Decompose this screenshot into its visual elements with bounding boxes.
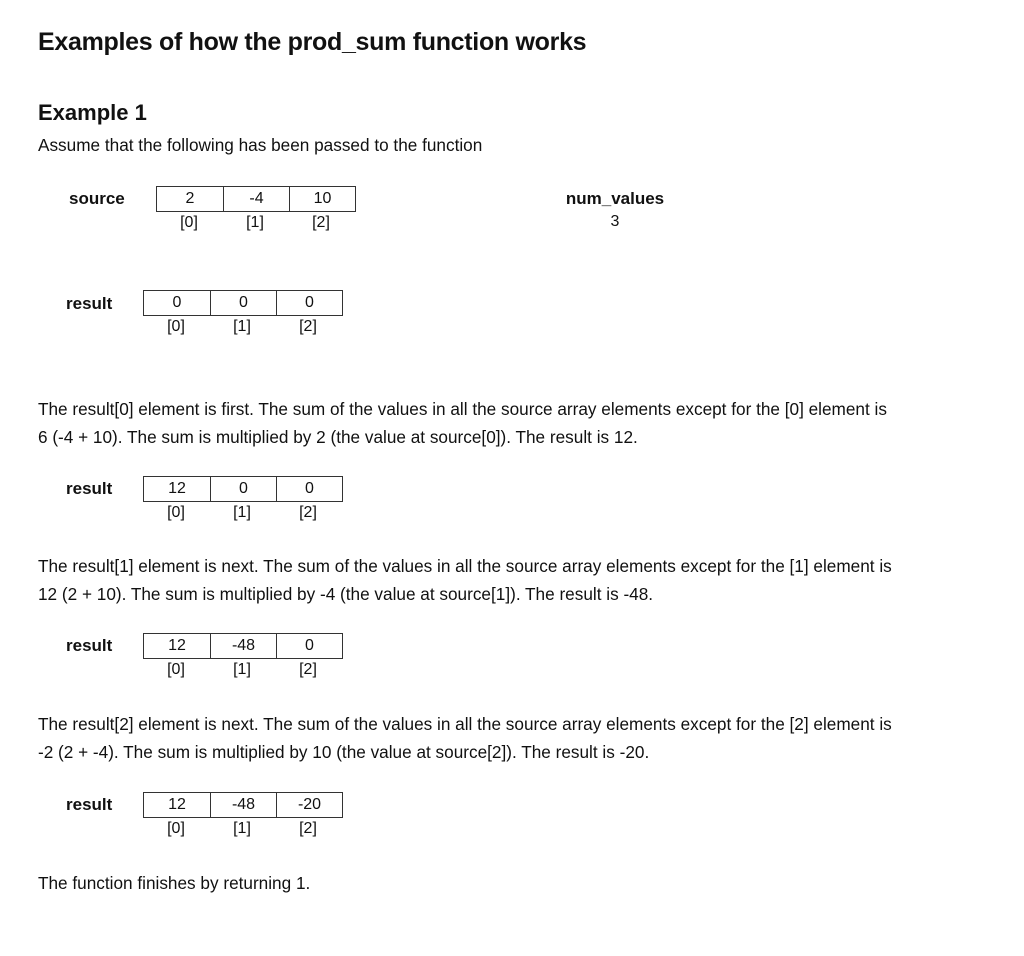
source-cells — [156, 186, 356, 212]
result-cell-0: 12 — [168, 796, 186, 813]
result-cell-2: 0 — [276, 634, 342, 658]
result-cells — [143, 476, 343, 502]
result-array-final — [143, 792, 343, 840]
result-index-0: [0] — [167, 504, 185, 521]
num-values-label: num_values — [565, 189, 665, 208]
result-index-2: [2] — [299, 661, 317, 678]
paragraph-line: 12 (2 + 10). The sum is multiplied by -4 (the value at source[1]). The result is -48. — [38, 584, 654, 604]
result-cells — [143, 633, 343, 659]
result-label: result — [66, 636, 113, 655]
result-indices — [143, 316, 343, 338]
result-indices — [143, 502, 343, 524]
result-index-0: [0] — [167, 820, 185, 837]
num-values-value: 3 — [610, 213, 620, 230]
explanation-paragraph-0 — [38, 395, 988, 451]
result-label: result — [66, 479, 113, 498]
result-cell-0: 12 — [168, 637, 186, 654]
explanation-paragraph-2 — [38, 710, 988, 766]
result-cell-1: 0 — [210, 477, 276, 501]
result-cell-2: -20 — [276, 793, 342, 817]
paragraph-line: The result[2] element is next. The sum of the values in all the source array elements except for the [2] element is — [38, 714, 892, 734]
source-index-1: [1] — [246, 214, 264, 231]
num-values-block — [555, 189, 675, 231]
source-cell-0: 2 — [185, 190, 195, 207]
paragraph-line: -2 (2 + -4). The sum is multiplied by 10 (the value at source[2]). The result is -20. — [38, 742, 650, 762]
source-cell-2: 10 — [289, 187, 355, 211]
result-index-1: [1] — [233, 661, 251, 678]
result-index-0: [0] — [167, 661, 185, 678]
result-label: result — [66, 294, 113, 313]
paragraph-line: The result[0] element is first. The sum of the values in all the source array elements except for the [0] element is — [38, 399, 887, 419]
source-array — [156, 186, 356, 234]
intro-text: Assume that the following has been passed to the function — [38, 135, 483, 155]
example-title: Example 1 — [38, 100, 147, 125]
result-index-1: [1] — [233, 820, 251, 837]
result-label: result — [66, 795, 113, 814]
result-array-step-1 — [143, 476, 343, 524]
result-cell-1: -48 — [210, 634, 276, 658]
result-cell-2: 0 — [276, 291, 342, 315]
result-indices — [143, 818, 343, 840]
result-cell-1: -48 — [210, 793, 276, 817]
result-index-2: [2] — [299, 318, 317, 335]
source-cell-1: -4 — [223, 187, 289, 211]
result-index-1: [1] — [233, 504, 251, 521]
result-index-2: [2] — [299, 504, 317, 521]
paragraph-line: The result[1] element is next. The sum of the values in all the source array elements except for the [1] element is — [38, 556, 892, 576]
source-indices — [156, 212, 356, 234]
result-cell-0: 0 — [172, 294, 182, 311]
result-array-step-2 — [143, 633, 343, 681]
closing-text: The function finishes by returning 1. — [38, 873, 311, 893]
result-index-0: [0] — [167, 318, 185, 335]
result-cell-0: 12 — [168, 480, 186, 497]
source-index-2: [2] — [312, 214, 330, 231]
result-cell-1: 0 — [210, 291, 276, 315]
result-cells — [143, 792, 343, 818]
result-array-initial — [143, 290, 343, 338]
paragraph-line: 6 (-4 + 10). The sum is multiplied by 2 (the value at source[0]). The result is 12. — [38, 427, 638, 447]
result-index-1: [1] — [233, 318, 251, 335]
explanation-paragraph-1 — [38, 552, 988, 608]
result-cells — [143, 290, 343, 316]
result-cell-2: 0 — [276, 477, 342, 501]
result-index-2: [2] — [299, 820, 317, 837]
source-index-0: [0] — [180, 214, 198, 231]
source-label: source — [69, 189, 125, 208]
result-indices — [143, 659, 343, 681]
page-title: Examples of how the prod_sum function works — [38, 28, 587, 56]
